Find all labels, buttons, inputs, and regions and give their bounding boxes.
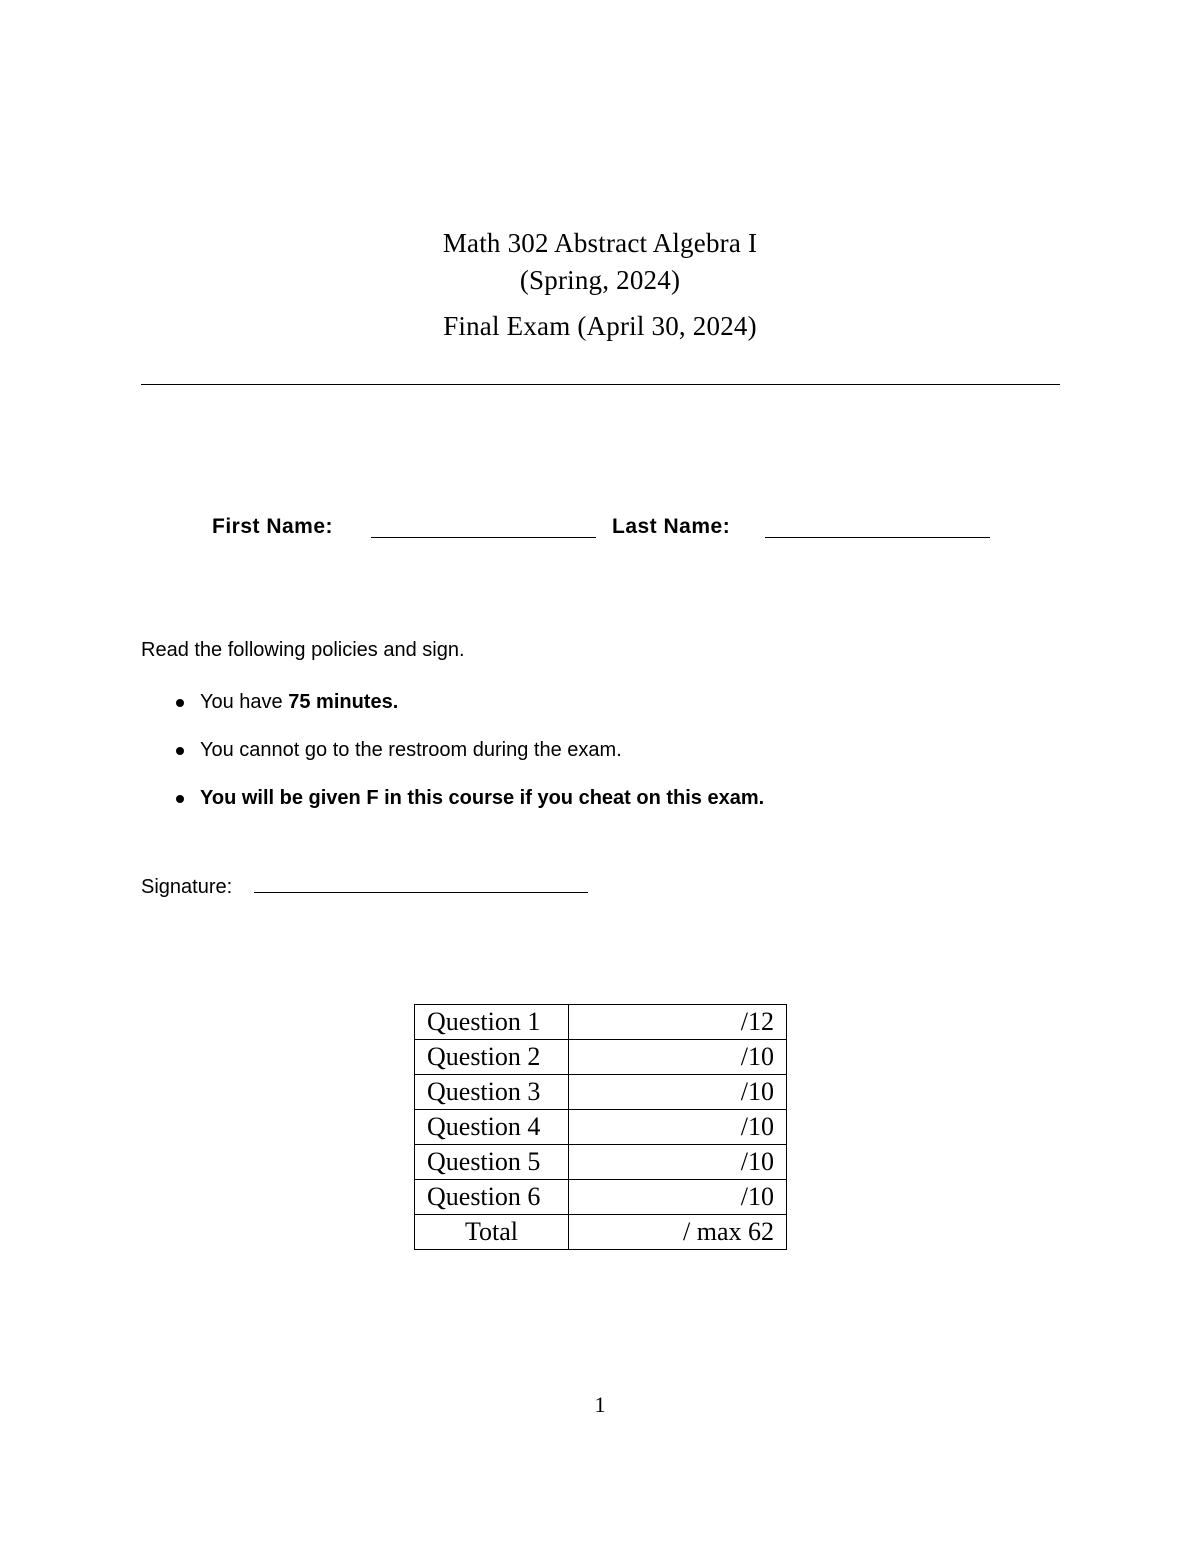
signature-block (141, 873, 232, 903)
policy-item (176, 784, 764, 832)
score-cell: /10 (569, 1180, 787, 1215)
first-name-label: First Name: (212, 515, 334, 538)
question-cell: Question 5 (415, 1145, 569, 1180)
bullet-icon (176, 699, 184, 707)
policy-restroom-text: You cannot go to the restroom during the exam. (200, 739, 622, 761)
question-cell: Question 2 (415, 1040, 569, 1075)
score-table (414, 1004, 787, 1250)
bullet-icon (176, 747, 184, 755)
page-number: 1 (594, 1392, 606, 1417)
table-row (415, 1005, 787, 1040)
header-divider (141, 384, 1060, 385)
total-score-cell: / max 62 (569, 1215, 787, 1250)
course-title: Math 302 Abstract Algebra I (442, 228, 758, 258)
policy-cheating-text: You will be given F in this course if you cheat on this exam. (200, 787, 765, 809)
total-label-cell: Total (415, 1215, 569, 1250)
score-cell: /12 (569, 1005, 787, 1040)
question-cell: Question 1 (415, 1005, 569, 1040)
last-name-label: Last Name: (612, 515, 731, 538)
name-fields-row (0, 513, 1200, 543)
signature-label: Signature: (141, 876, 233, 898)
table-row (415, 1075, 787, 1110)
table-row-total (415, 1215, 787, 1250)
bullet-icon (176, 795, 184, 803)
term-label: (Spring, 2024) (519, 265, 681, 295)
score-cell: /10 (569, 1110, 787, 1145)
policy-item (176, 688, 764, 736)
question-cell: Question 3 (415, 1075, 569, 1110)
question-cell: Question 6 (415, 1180, 569, 1215)
table-row (415, 1180, 787, 1215)
exam-title: Final Exam (April 30, 2024) (443, 311, 757, 341)
signature-field[interactable] (254, 892, 588, 893)
first-name-field[interactable] (371, 537, 596, 538)
score-cell: /10 (569, 1040, 787, 1075)
table-row (415, 1040, 787, 1075)
policy-time-bold: 75 minutes. (288, 691, 399, 713)
table-row (415, 1110, 787, 1145)
policy-time-text: You have (200, 691, 289, 713)
policy-item (176, 736, 764, 784)
policy-list (176, 688, 764, 832)
last-name-field[interactable] (765, 537, 990, 538)
policies-intro: Read the following policies and sign. (141, 639, 465, 661)
score-cell: /10 (569, 1145, 787, 1180)
table-row (415, 1145, 787, 1180)
score-cell: /10 (569, 1075, 787, 1110)
question-cell: Question 4 (415, 1110, 569, 1145)
